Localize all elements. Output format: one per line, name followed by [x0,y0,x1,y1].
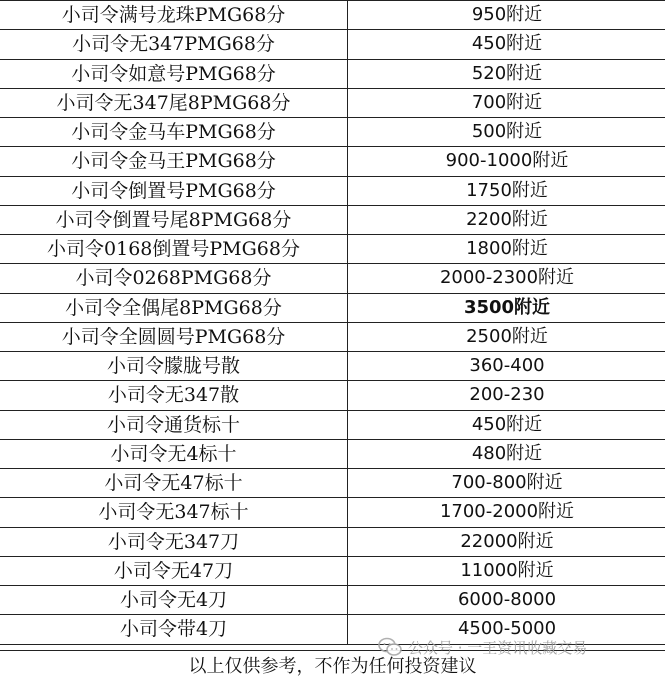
table-row [0,469,665,498]
item-name: 小司令金马车PMG68分 [0,118,348,147]
item-price: 6000-8000 [348,586,665,615]
item-name: 小司令朦胧号散 [0,352,348,381]
watermark-text: 公众号 · 一王资讯收藏交易 [408,637,587,658]
table-row [0,147,665,176]
table-row [0,205,665,234]
item-price: 2000-2300附近 [348,264,665,293]
table-row [0,439,665,468]
item-name: 小司令倒置号尾8PMG68分 [0,205,348,234]
item-price: 22000附近 [348,527,665,556]
table-row [0,352,665,381]
item-price: 480附近 [348,439,665,468]
table-row [0,235,665,264]
item-price: 520附近 [348,59,665,88]
item-price: 500附近 [348,118,665,147]
item-price: 2500附近 [348,322,665,351]
table-row [0,88,665,117]
disclaimer: 以上仅供参考，不作为任何投资建议 [0,650,665,685]
item-name: 小司令无47刀 [0,556,348,585]
table-row [0,410,665,439]
table-row [0,527,665,556]
item-name: 小司令无347散 [0,381,348,410]
table-row [0,586,665,615]
table-row [0,322,665,351]
item-name: 小司令倒置号PMG68分 [0,176,348,205]
item-name: 小司令带4刀 [0,615,348,644]
item-price: 360-400 [348,352,665,381]
item-name: 小司令0268PMG68分 [0,264,348,293]
item-name: 小司令金马王PMG68分 [0,147,348,176]
item-name: 小司令0168倒置号PMG68分 [0,235,348,264]
item-name: 小司令无347尾8PMG68分 [0,88,348,117]
table-row [0,176,665,205]
item-price: 950附近 [348,1,665,30]
table-row [0,118,665,147]
table-row [0,30,665,59]
item-name: 小司令无4刀 [0,586,348,615]
table-row [0,556,665,585]
item-name: 小司令无347PMG68分 [0,30,348,59]
item-name: 小司令全偶尾8PMG68分 [0,293,348,322]
item-name: 小司令如意号PMG68分 [0,59,348,88]
wechat-icon [378,637,402,657]
watermark [378,634,587,660]
item-price: 700附近 [348,88,665,117]
item-price: 11000附近 [348,556,665,585]
table-row [0,381,665,410]
item-price: 1750附近 [348,176,665,205]
item-name: 小司令通货标十 [0,410,348,439]
item-price: 450附近 [348,410,665,439]
item-name: 小司令全圆圆号PMG68分 [0,322,348,351]
table-row [0,1,665,30]
item-price: 3500附近 [348,293,665,322]
item-price: 450附近 [348,30,665,59]
item-price: 1700-2000附近 [348,498,665,527]
item-name: 小司令无47标十 [0,469,348,498]
table-row [0,264,665,293]
table-row [0,293,665,322]
item-name: 小司令无4标十 [0,439,348,468]
item-price: 4500-5000 [348,615,665,644]
item-name: 小司令满号龙珠PMG68分 [0,1,348,30]
item-name: 小司令无347刀 [0,527,348,556]
item-name: 小司令无347标十 [0,498,348,527]
item-price: 1800附近 [348,235,665,264]
item-price: 700-800附近 [348,469,665,498]
table-row [0,59,665,88]
item-price: 200-230 [348,381,665,410]
item-price: 2200附近 [348,205,665,234]
item-price: 900-1000附近 [348,147,665,176]
table-row [0,498,665,527]
